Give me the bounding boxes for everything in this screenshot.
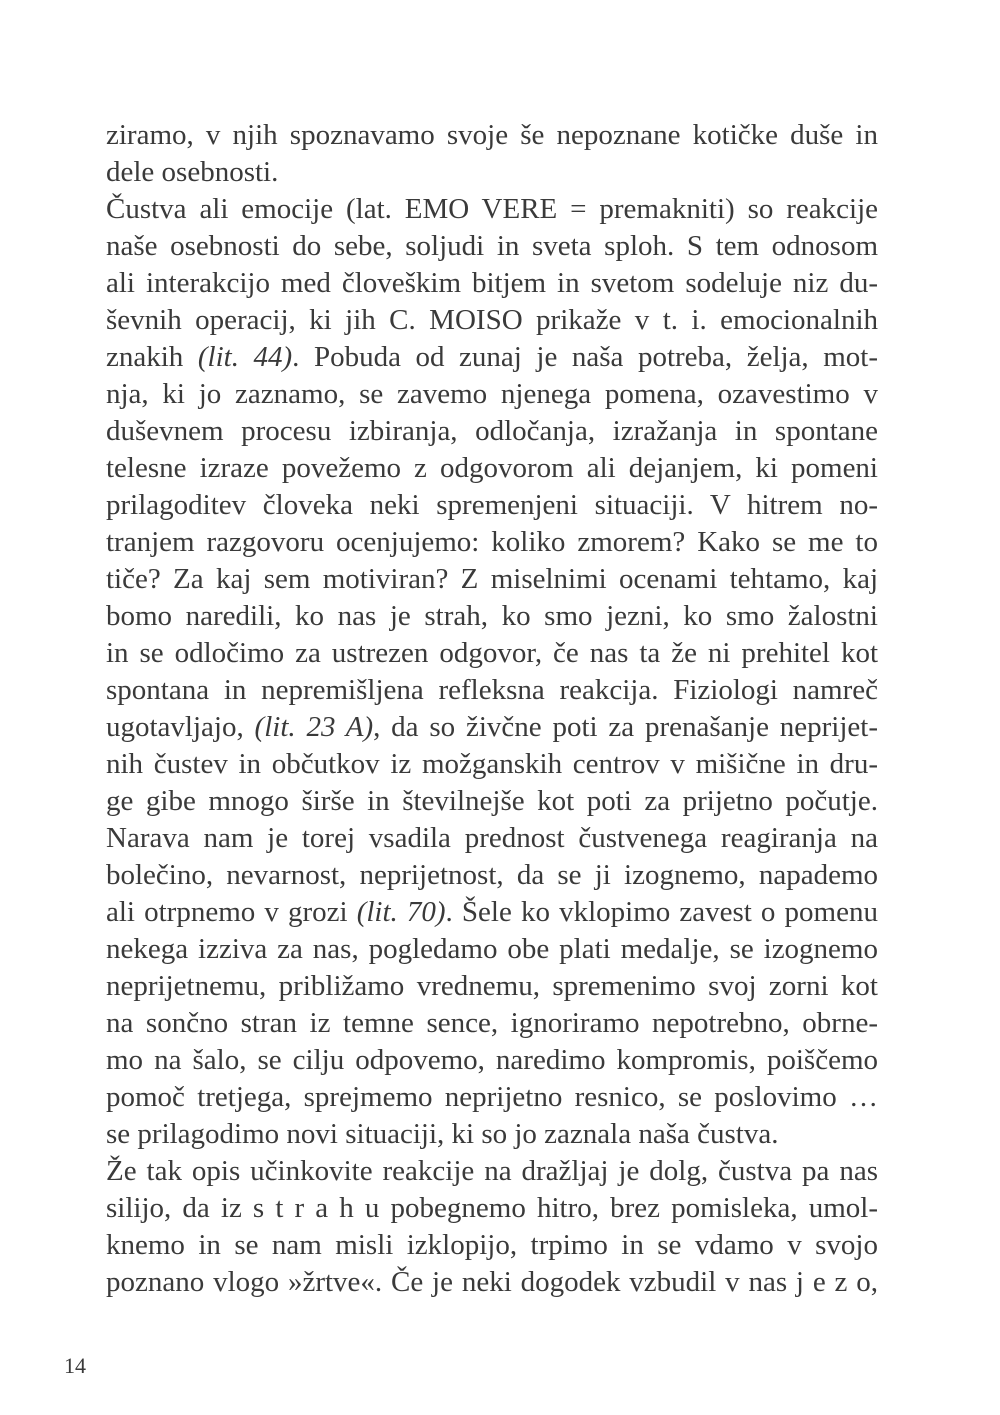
text-line: telesne izraze povežemo z odgovorom ali dejanjem, ki pomeni — [106, 452, 878, 484]
text-line: nja, ki jo zaznamo, se zavemo njenega pomena, ozavestimo v — [106, 378, 878, 410]
text-line: pomoč tretjega, sprejmemo neprijetno resnico, se poslovimo … — [106, 1081, 878, 1113]
text-line: neprijetnemu, približamo vrednemu, spremenimo svoj zorni kot — [106, 970, 878, 1002]
literature-citation: (lit. 70) — [356, 896, 446, 928]
text-line: bolečino, nevarnost, neprijetnost, da se ji izognemo, napademo — [106, 859, 878, 891]
line-segment: . Šele ko vklopimo zavest o pomenu — [445, 896, 878, 928]
text-line: Že tak opis učinkovite reakcije na dražljaj je dolg, čustva pa nas — [106, 1155, 878, 1187]
line-segment: ali otrpnemo v grozi — [106, 896, 357, 928]
text-line: ali interakcijo med človeškim bitjem in svetom sodeluje niz du- — [106, 267, 878, 299]
text-line: se prilagodimo novi situaciji, ki so jo zaznala naša čustva. — [106, 1118, 779, 1150]
line-segment: . Pobuda od zunaj je naša potreba, želja, mot- — [292, 341, 878, 373]
text-line: in se odločimo za ustrezen odgovor, če nas ta že ni prehitel kot — [106, 637, 878, 669]
text-line: spontana in nepremišljena refleksna reakcija. Fiziologi namreč — [106, 674, 878, 706]
text-line: bomo naredili, ko nas je strah, ko smo jezni, ko smo žalostni — [106, 600, 878, 632]
line-segment: ugotavljajo, — [106, 711, 255, 743]
text-line: Čustva ali emocije (lat. EMO VERE = premakniti) so reakcije — [106, 193, 878, 225]
text-line: dele osebnosti. — [106, 156, 279, 188]
text-line: tiče? Za kaj sem motiviran? Z miselnimi ocenami tehtamo, kaj — [106, 563, 878, 595]
text-line: prilagoditev človeka neki spremenjeni situaciji. V hitrem no- — [106, 489, 878, 521]
line-segment: , da so živčne poti za prenašanje neprijet- — [373, 711, 878, 743]
text-line: nih čustev in občutkov iz možganskih centrov v mišične in dru- — [106, 748, 878, 780]
text-line: duševnem procesu izbiranja, odločanja, izražanja in spontane — [106, 415, 878, 447]
literature-citation: (lit. 23 A) — [254, 711, 374, 743]
text-line: na sončno stran iz temne sence, ignoriramo nepotrebno, obrne- — [106, 1007, 878, 1039]
text-line: ziramo, v njih spoznavamo svoje še nepoznane kotičke duše in — [106, 119, 878, 151]
text-line: naše osebnosti do sebe, soljudi in sveta sploh. S tem odnosom — [106, 230, 878, 262]
text-line: mo na šalo, se cilju odpovemo, naredimo kompromis, poiščemo — [106, 1044, 878, 1076]
text-line — [106, 709, 878, 746]
text-line: ge gibe mnogo širše in številnejše kot poti za prijetno počutje. — [106, 785, 878, 817]
text-line: ševnih operacij, ki jih C. MOISO prikaže v t. i. emocionalnih — [106, 304, 878, 336]
body-text — [106, 117, 878, 1301]
text-line — [106, 339, 878, 376]
text-line — [106, 894, 878, 931]
text-line: poznano vlogo »žrtve«. Če je neki dogodek vzbudil v nas j e z o, — [106, 1266, 878, 1298]
page-number: 14 — [64, 1353, 86, 1378]
text-line: Narava nam je torej vsadila prednost čustvenega reagiranja na — [106, 822, 878, 854]
literature-citation: (lit. 44) — [197, 341, 293, 373]
text-line: tranjem razgovoru ocenjujemo: koliko zmorem? Kako se me to — [106, 526, 878, 558]
text-line: nekega izziva za nas, pogledamo obe plati medalje, se izognemo — [106, 933, 878, 965]
text-line: silijo, da iz s t r a h u pobegnemo hitro, brez pomisleka, umol- — [106, 1192, 878, 1224]
line-segment: znakih — [106, 341, 198, 373]
text-line: knemo in se nam misli izklopijo, trpimo in se vdamo v svojo — [106, 1229, 878, 1261]
